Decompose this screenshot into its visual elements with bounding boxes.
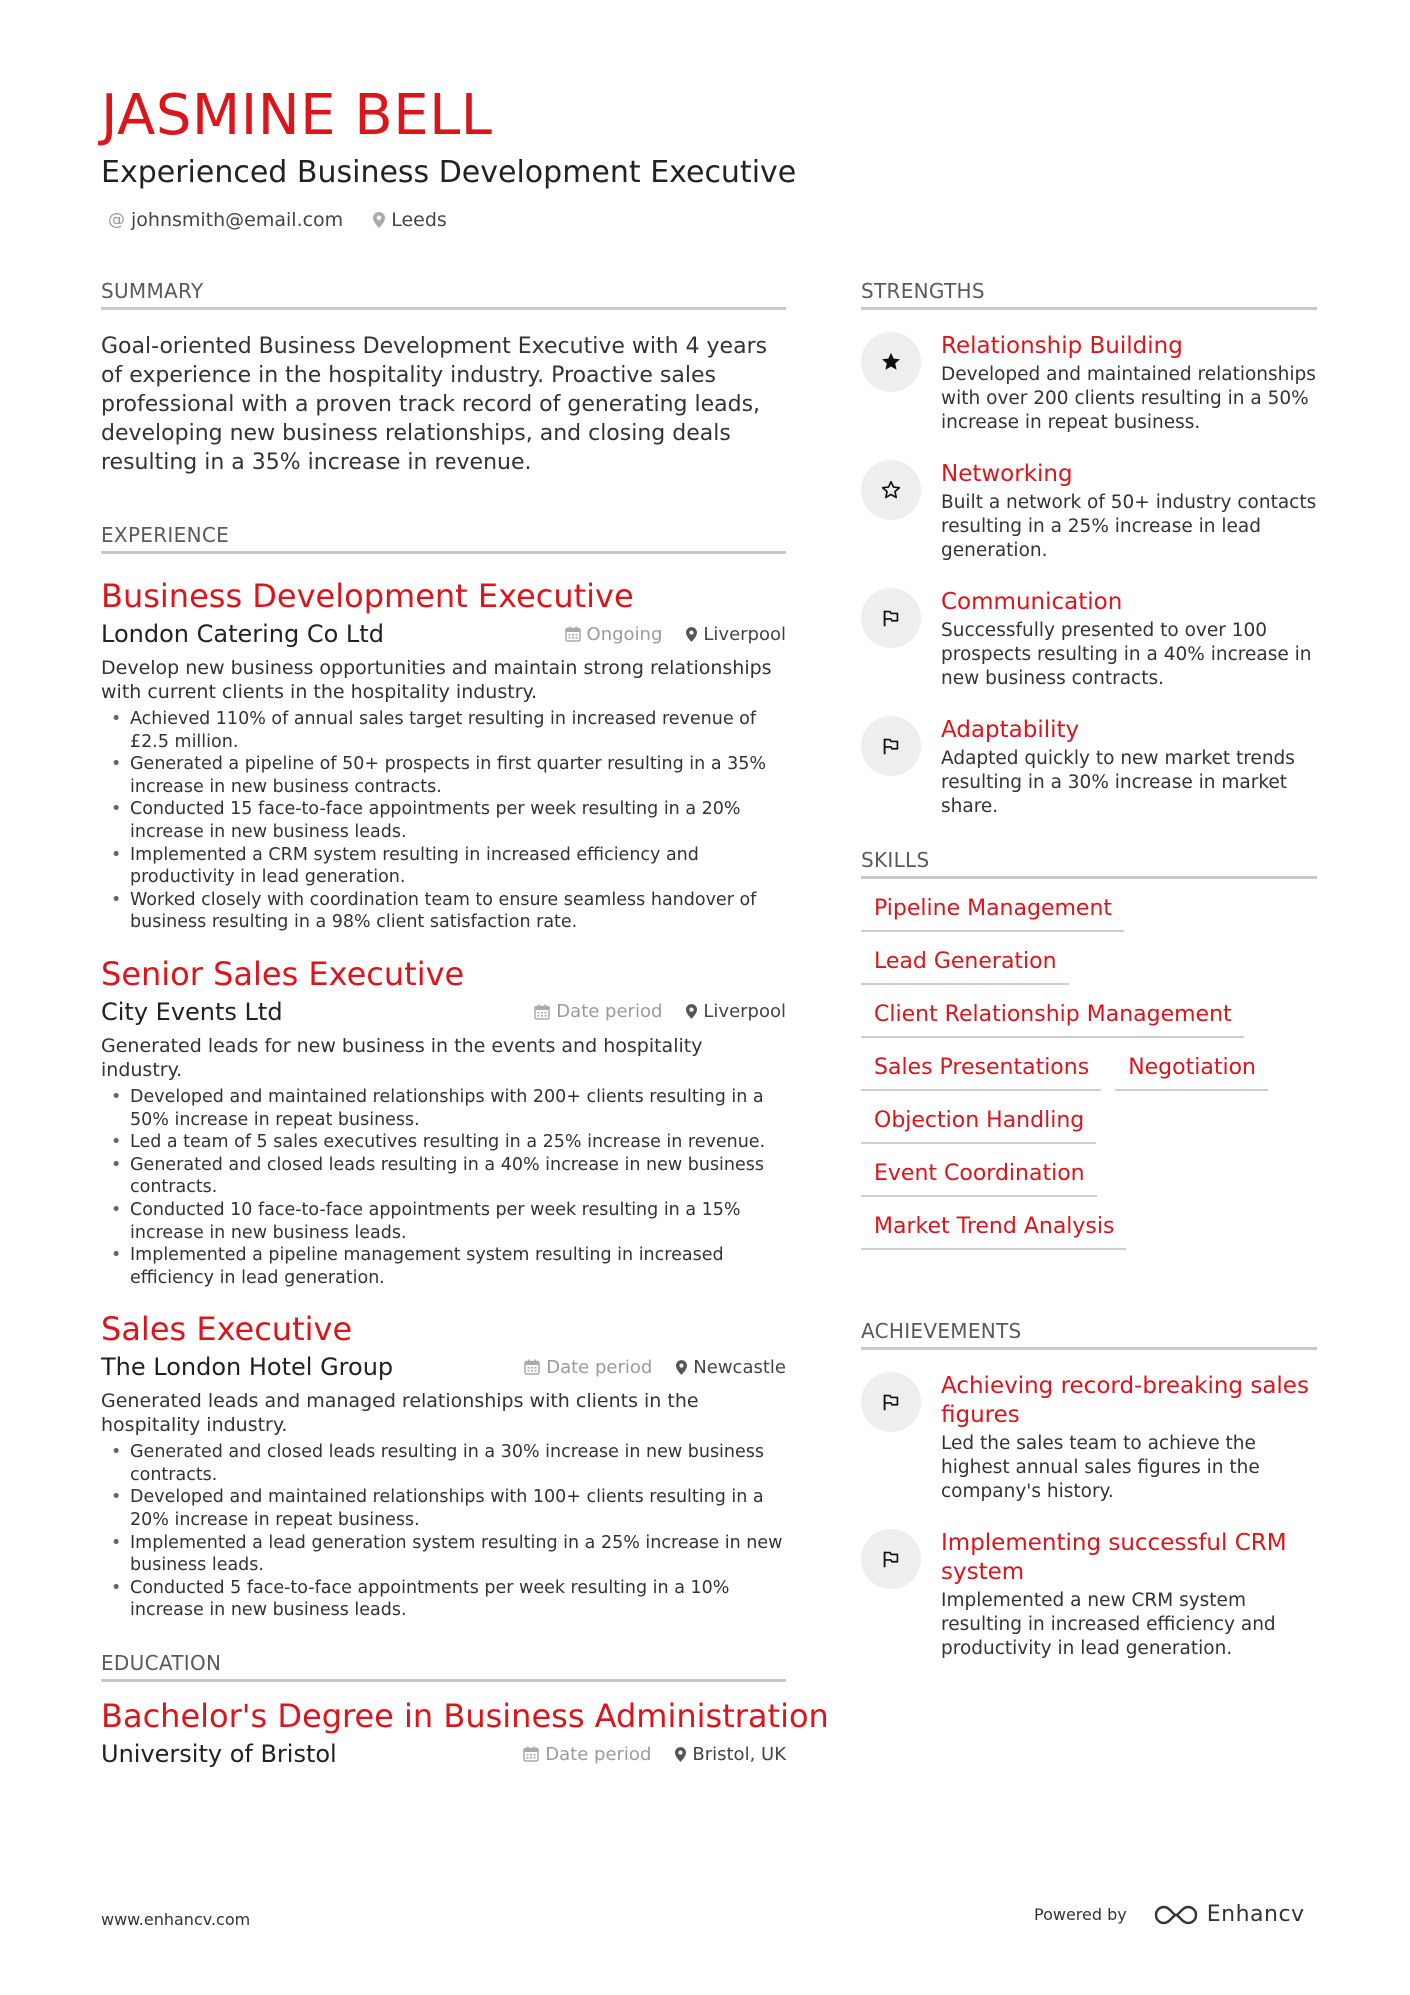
job-date-text: Ongoing [586, 623, 663, 645]
achievements-item [861, 1372, 1317, 1504]
email-text: johnsmith@email.com [131, 209, 344, 231]
strengths-item [861, 716, 1317, 819]
job-location [686, 624, 786, 645]
education-date-text: Date period [545, 1743, 652, 1765]
enhancv-logo-icon [1153, 1904, 1199, 1926]
brand-text: Enhancv [1206, 1902, 1305, 1927]
strengths-item-body [941, 332, 1317, 435]
job-bullets [101, 1441, 786, 1622]
job-location-text: Liverpool [703, 623, 786, 645]
job-bullets [101, 708, 786, 934]
strengths-item-desc: Developed and maintained relationships with over 200 clients resulting in a 50% increase in repeat business. [941, 364, 1316, 433]
education-heading: EDUCATION [101, 1650, 786, 1682]
job-bullet: • Implemented a lead generation system resulting in a 25% increase in new business leads. [101, 1532, 786, 1577]
job-bullet: • Developed and maintained relationships with 200+ clients resulting in a 50% increase in repeat business. [101, 1086, 786, 1131]
company-name: City Events Ltd [101, 997, 283, 1026]
strengths-item [861, 460, 1317, 563]
job-location [686, 1001, 786, 1022]
job-bullet: • Generated a pipeline of 50+ prospects in first quarter resulting in a 35% increase in new business contracts. [101, 753, 786, 798]
achievements-item-title: Achieving record-breaking sales figures [941, 1373, 1309, 1428]
job-date [565, 624, 663, 645]
skill-tag: Objection Handling [861, 1105, 1096, 1144]
achievements-item-desc: Led the sales team to achieve the highest annual sales figures in the company's history. [941, 1433, 1260, 1502]
job-entry [101, 954, 786, 1289]
strengths-item-body [941, 588, 1317, 691]
skill-tag: Negotiation [1115, 1052, 1268, 1091]
candidate-name: JASMINE BELL [101, 83, 493, 148]
left-column [101, 278, 829, 1772]
flag-icon [861, 716, 921, 776]
school-name: University of Bristol [101, 1740, 337, 1769]
skill-tag: Market Trend Analysis [861, 1211, 1126, 1250]
education-sub [101, 1736, 786, 1772]
footer-brand [1034, 1902, 1305, 1927]
achievements-item-body [941, 1529, 1317, 1661]
job-bullet: • Conducted 10 face-to-face appointments per week resulting in a 15% increase in new business leads. [101, 1199, 786, 1244]
achievements-heading: ACHIEVEMENTS [861, 1318, 1317, 1350]
contact-location [373, 206, 447, 234]
star-filled-icon [861, 332, 921, 392]
calendar-icon [523, 1746, 539, 1762]
education-date [523, 1744, 651, 1765]
strengths-item-title: Relationship Building [941, 333, 1183, 359]
strengths-item-body [941, 716, 1317, 819]
job-meta [534, 1001, 786, 1022]
star-outline-icon [861, 460, 921, 520]
company-name: The London Hotel Group [101, 1353, 394, 1382]
job-date-text: Date period [546, 1356, 653, 1378]
job-bullets [101, 1086, 786, 1289]
company-name: London Catering Co Ltd [101, 620, 384, 648]
job-date [534, 1001, 662, 1022]
job-bullet: • Implemented a CRM system resulting in increased efficiency and productivity in lead generation. [101, 844, 786, 889]
right-column [861, 278, 1317, 1686]
strengths-heading: STRENGTHS [861, 278, 1317, 310]
job-sub [101, 1349, 786, 1385]
degree-title: Bachelor's Degree in Business Administration [101, 1697, 829, 1736]
achievements-item [861, 1529, 1317, 1661]
achievements-item-title: Implementing successful CRM system [941, 1530, 1287, 1585]
strengths-item [861, 588, 1317, 691]
achievements-item-desc: Implemented a new CRM system resulting in increased efficiency and productivity in lead generation. [941, 1590, 1276, 1659]
location-text: Leeds [391, 209, 447, 231]
location-pin-icon [686, 1004, 697, 1019]
strengths-item-desc: Successfully presented to over 100 prospects resulting in a 40% increase in new business contracts. [941, 620, 1312, 689]
location-pin-icon [686, 627, 697, 642]
skill-tag: Pipeline Management [861, 893, 1124, 932]
skill-tag: Lead Generation [861, 946, 1069, 985]
job-location-text: Liverpool [703, 1001, 786, 1023]
skills-heading: SKILLS [861, 847, 1317, 879]
job-date [524, 1357, 652, 1378]
location-pin-icon [373, 212, 385, 228]
job-bullet: • Worked closely with coordination team to ensure seamless handover of business resulting in a 98% client satisfaction rate. [101, 889, 786, 934]
achievements-list [861, 1372, 1317, 1661]
calendar-icon [534, 1004, 550, 1020]
job-bullet: • Conducted 15 face-to-face appointments per week resulting in a 20% increase in new business leads. [101, 798, 786, 843]
contact-row [108, 206, 447, 234]
summary-heading: SUMMARY [101, 278, 786, 310]
job-sub [101, 994, 786, 1030]
strengths-item-desc: Adapted quickly to new market trends resulting in a 30% increase in market share. [941, 748, 1295, 817]
experience-heading: EXPERIENCE [101, 522, 786, 554]
strengths-item-title: Networking [941, 461, 1073, 487]
contact-email[interactable] [108, 206, 343, 234]
flag-icon [861, 1372, 921, 1432]
summary-text: Goal-oriented Business Development Executive with 4 years of experience in the hospitality industry. Proactive sales professional with a proven track record of generating leads, developing new business relationships, and closing deals resulting in a 35% increase in revenue. [101, 334, 768, 475]
strengths-item-title: Communication [941, 589, 1123, 615]
job-location [676, 1357, 786, 1378]
calendar-icon [524, 1359, 540, 1375]
location-pin-icon [675, 1747, 686, 1762]
achievements-item-body [941, 1372, 1317, 1504]
job-location-text: Newcastle [693, 1356, 786, 1378]
strengths-item-title: Adaptability [941, 717, 1080, 743]
job-bullet: • Achieved 110% of annual sales target resulting in increased revenue of £2.5 million. [101, 708, 786, 753]
location-pin-icon [676, 1360, 687, 1375]
job-sub [101, 616, 786, 652]
education-meta [523, 1744, 786, 1765]
education-entry [101, 1696, 829, 1772]
powered-by-label: Powered by [1034, 1905, 1127, 1924]
job-bullet: • Generated and closed leads resulting in a 40% increase in new business contracts. [101, 1154, 786, 1199]
education-location-text: Bristol, UK [692, 1743, 786, 1765]
skill-tag: Sales Presentations [861, 1052, 1101, 1091]
skill-tag: Event Coordination [861, 1158, 1097, 1197]
experience-list [101, 576, 786, 1622]
job-description: Develop new business opportunities and maintain strong relationships with current clients in the hospitality industry. [101, 657, 772, 703]
flag-icon [861, 1529, 921, 1589]
at-icon: @ [108, 210, 125, 230]
skill-tag: Client Relationship Management [861, 999, 1244, 1038]
job-bullet: • Conducted 5 face-to-face appointments per week resulting in a 10% increase in new business leads. [101, 1577, 786, 1622]
job-description: Generated leads for new business in the events and hospitality industry. [101, 1034, 703, 1081]
job-bullet: • Led a team of 5 sales executives resulting in a 25% increase in revenue. [101, 1131, 786, 1154]
strengths-item-body [941, 460, 1317, 563]
job-description: Generated leads and managed relationships with clients in the hospitality industry. [101, 1390, 699, 1437]
strengths-item-desc: Built a network of 50+ industry contacts resulting in a 25% increase in lead generation. [941, 492, 1317, 561]
job-entry [101, 576, 786, 934]
skills-list [861, 893, 1317, 1250]
job-bullet: • Generated and closed leads resulting in a 30% increase in new business contracts. [101, 1441, 786, 1486]
job-meta [524, 1357, 786, 1378]
enhancv-logo[interactable] [1153, 1902, 1305, 1927]
job-title: Senior Sales Executive [101, 954, 465, 993]
strengths-item [861, 332, 1317, 435]
job-title: Business Development Executive [101, 577, 634, 615]
education-location [675, 1744, 786, 1765]
job-title: Sales Executive [101, 1310, 353, 1349]
job-date-text: Date period [556, 1001, 663, 1023]
strengths-list [861, 332, 1317, 819]
calendar-icon [565, 626, 581, 642]
footer-website[interactable]: www.enhancv.com [101, 1910, 251, 1929]
candidate-headline: Experienced Business Development Executive [101, 155, 797, 190]
flag-icon [861, 588, 921, 648]
job-meta [565, 624, 786, 645]
job-entry [101, 1309, 786, 1622]
job-bullet: • Implemented a pipeline management system resulting in increased efficiency in lead generation. [101, 1244, 786, 1289]
job-bullet: • Developed and maintained relationships with 100+ clients resulting in a 20% increase in repeat business. [101, 1486, 786, 1531]
